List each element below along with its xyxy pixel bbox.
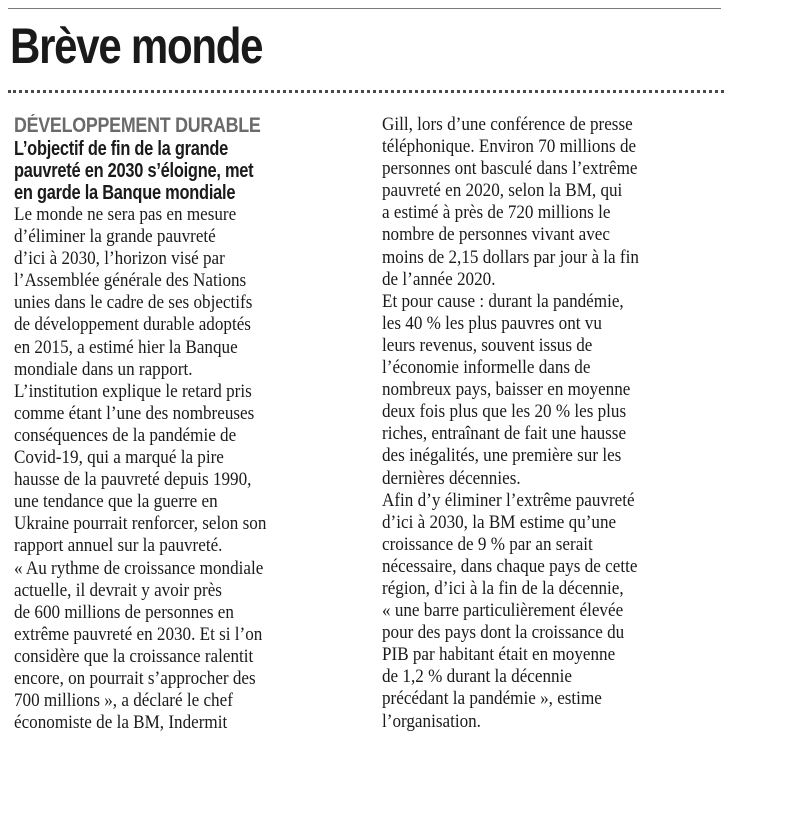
- body-text-line: extrême pauvreté en 2030. Et si l’on: [14, 623, 263, 645]
- body-text-line: de développement durable adoptés: [14, 314, 251, 336]
- headline-line: L’objectif de fin de la grande: [14, 138, 229, 160]
- body-text-line: Covid-19, qui a marqué la pire: [14, 447, 224, 469]
- article-headline: [14, 138, 354, 204]
- top-rule: [8, 8, 721, 9]
- body-text-line: l’organisation.: [382, 710, 481, 732]
- body-text-line: « une barre particulièrement élevée: [382, 600, 624, 622]
- body-text-line: les 40 % les plus pauvres ont vu: [382, 312, 602, 334]
- body-text-line: nombre de personnes vivant avec: [382, 224, 610, 246]
- dotted-separator: [8, 90, 724, 93]
- body-text-line: de 600 millions de personnes en: [14, 601, 234, 623]
- body-text-line: en 2015, a estimé hier la Banque: [14, 336, 238, 358]
- body-text-line: unies dans le cadre de ses objectifs: [14, 292, 253, 314]
- body-text-line: nécessaire, dans chaque pays de cette: [382, 555, 638, 577]
- body-text-line: des inégalités, une première sur les: [382, 445, 622, 467]
- body-text-line: Ukraine pourrait renforcer, selon son: [14, 513, 267, 535]
- body-text-line: 700 millions », a déclaré le chef: [14, 690, 233, 712]
- body-text-line: l’économie informelle dans de: [382, 357, 591, 379]
- headline-line: en garde la Banque mondiale: [14, 182, 236, 204]
- body-text-line: d’ici à 2030, l’horizon visé par: [14, 248, 225, 270]
- body-text-line: d’ici à 2030, la BM estime qu’une: [382, 511, 617, 533]
- article-body-right: [382, 114, 722, 733]
- body-text-line: pour des pays dont la croissance du: [382, 622, 625, 644]
- body-text-line: encore, on pourrait s’approcher des: [14, 667, 256, 689]
- body-text-line: comme étant l’une des nombreuses: [14, 402, 255, 424]
- body-text-line: l’Assemblée générale des Nations: [14, 270, 247, 292]
- body-text-line: hausse de la pauvreté depuis 1990,: [14, 469, 252, 491]
- body-text-line: précédant la pandémie », estime: [382, 688, 602, 710]
- body-text-line: considère que la croissance ralentit: [14, 645, 254, 667]
- article-left-column: [14, 114, 354, 734]
- body-text-line: personnes ont basculé dans l’extrême: [382, 158, 638, 180]
- body-text-line: riches, entraînant de fait une hausse: [382, 423, 627, 445]
- body-text-line: Afin d’y éliminer l’extrême pauvreté: [382, 489, 635, 511]
- body-text-line: actuelle, il devrait y avoir près: [14, 579, 222, 601]
- body-text-line: Gill, lors d’une conférence de presse: [382, 114, 633, 135]
- body-text-line: téléphonique. Environ 70 millions de: [382, 136, 637, 158]
- body-text-line: une tendance que la guerre en: [14, 491, 218, 513]
- headline-line: pauvreté en 2030 s’éloigne, met: [14, 160, 254, 182]
- article-body-left: [14, 204, 354, 734]
- body-text-line: mondiale dans un rapport.: [14, 358, 193, 380]
- body-text-line: région, d’ici à la fin de la décennie,: [382, 577, 624, 599]
- body-text-line: croissance de 9 % par an serait: [382, 533, 593, 555]
- body-text-line: pauvreté en 2020, selon la BM, qui: [382, 180, 623, 202]
- body-text-line: d’éliminer la grande pauvreté: [14, 226, 216, 248]
- body-text-line: leurs revenus, souvent issus de: [382, 334, 593, 356]
- body-text-line: L’institution explique le retard pris: [14, 380, 252, 402]
- body-text-line: Et pour cause : durant la pandémie,: [382, 290, 624, 312]
- body-text-line: dernières décennies.: [382, 467, 521, 489]
- body-text-line: rapport annuel sur la pauvreté.: [14, 535, 223, 557]
- article-right-column: [382, 114, 722, 733]
- body-text-line: nombreux pays, baisser en moyenne: [382, 379, 631, 401]
- body-text-line: Le monde ne sera pas en mesure: [14, 204, 237, 225]
- body-text-line: de l’année 2020.: [382, 268, 496, 290]
- section-title: Brève monde: [10, 18, 263, 74]
- body-text-line: a estimé à près de 720 millions le: [382, 202, 611, 224]
- body-text-line: économiste de la BM, Indermit: [14, 712, 228, 734]
- body-text-line: conséquences de la pandémie de: [14, 424, 237, 446]
- body-text-line: « Au rythme de croissance mondiale: [14, 557, 264, 579]
- article-rubric: DÉVELOPPEMENT DURABLE: [14, 114, 261, 137]
- body-text-line: de 1,2 % durant la décennie: [382, 666, 572, 688]
- body-text-line: deux fois plus que les 20 % les plus: [382, 401, 627, 423]
- body-text-line: moins de 2,15 dollars par jour à la fin: [382, 246, 639, 268]
- body-text-line: PIB par habitant était en moyenne: [382, 644, 616, 666]
